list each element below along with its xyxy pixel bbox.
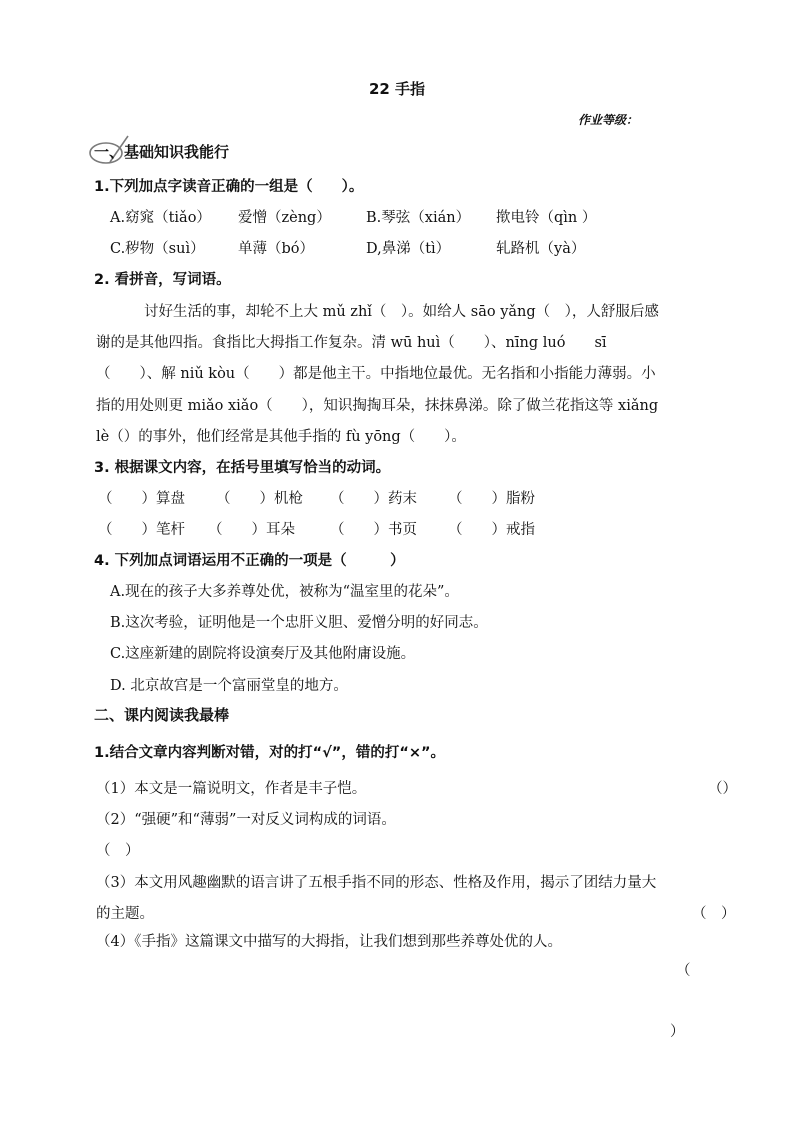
- q3-item: （ ）算盘: [98, 491, 185, 507]
- section-2-title: 二、课内阅读我最棒: [94, 706, 230, 724]
- s2-item-4-open: （: [676, 963, 691, 979]
- s2-item-3: （3）本文用风趣幽默的语言讲了五根手指不同的形态、性格及作用，揭示了团结力量大: [96, 875, 657, 891]
- q2-line: 谢的是其他四指。食指比大拇指工作复杂。清 wū huì（ ）、nīng luó sī: [96, 335, 607, 351]
- q2-line: （ ）、解 niǔ kòu（ ）都是他主干。中指地位最优。无名指和小指能力薄弱。小: [96, 366, 656, 382]
- q2-line: 讨好生活的事，却轮不上大 mǔ zhǐ（ ）。如给人 sāo yǎng（ ），人舒服后感: [144, 304, 659, 320]
- s2-item-1-answer: （）: [708, 781, 737, 797]
- q4-option-c: C.这座新建的剧院将设演奏厅及其他附庸设施。: [110, 646, 416, 662]
- s2-item-2-answer: （ ）: [96, 843, 140, 859]
- q1-option-b1: B.琴弦（xián）: [366, 210, 471, 226]
- s2-item-4: （4）《手指》这篇课文中描写的大拇指，让我们想到那些养尊处优的人。: [96, 934, 562, 950]
- s2-item-4-close: ）: [670, 1024, 685, 1040]
- q1-option-c1: C.秽物（suì）: [110, 241, 205, 257]
- q3-item: （ ）药末: [330, 491, 417, 507]
- q1-option-c2: 单薄（bó）: [238, 241, 315, 257]
- s2-item-1: （1）本文是一篇说明文，作者是丰子恺。: [96, 781, 367, 797]
- q4-stem: 4. 下列加点词语运用不正确的一项是（ ）: [94, 553, 405, 569]
- q1-option-b2: 揿电铃（qìn ）: [496, 210, 597, 226]
- q4-option-b: B.这次考验，证明他是一个忠肝义胆、爱憎分明的好同志。: [110, 615, 488, 631]
- q2-line: 指的用处则更 miǎo xiǎo（ ），知识掏掏耳朵，抹抹鼻涕。除了做兰花指这等 xiǎng: [96, 398, 659, 414]
- q3-item: （ ）脂粉: [448, 491, 535, 507]
- q3-item: （ ）笔杆: [98, 522, 185, 538]
- s2-item-3-answer: （ ）: [692, 906, 736, 922]
- q4-option-d: D. 北京故宫是一个富丽堂皇的地方。: [110, 678, 348, 694]
- q3-item: （ ）戒指: [448, 522, 535, 538]
- q1-option-a2: 爱憎（zèng）: [238, 210, 331, 226]
- s2-item-3-cont: 的主题。: [96, 906, 154, 922]
- section-1-title: 一、基础知识我能行: [94, 143, 230, 161]
- q3-item: （ ）书页: [330, 522, 417, 538]
- q2-line: lè（）的事外，他们经常是其他手指的 fù yōng（ ）。: [96, 429, 466, 445]
- q3-item: （ ）耳朵: [208, 522, 295, 538]
- q3-stem: 3. 根据课文内容，在括号里填写恰当的动词。: [94, 460, 391, 476]
- s2-q1-stem: 1.结合文章内容判断对错，对的打“√”，错的打“×”。: [94, 745, 446, 761]
- q4-option-a: A.现在的孩子大多养尊处优，被称为“温室里的花朵”。: [110, 584, 459, 600]
- grade-label: 作业等级：: [578, 113, 639, 127]
- page-title: 22 手指: [368, 80, 426, 98]
- q1-option-a1: A.窈窕（tiǎo）: [110, 210, 211, 226]
- q1-option-d1: D,鼻涕（tì）: [366, 241, 451, 257]
- q2-stem: 2. 看拼音，写词语。: [94, 272, 231, 288]
- q3-item: （ ）机枪: [216, 491, 303, 507]
- s2-item-2: （2）“强硬”和“薄弱”一对反义词构成的词语。: [96, 812, 396, 828]
- q1-option-d2: 轧路机（yà）: [496, 241, 586, 257]
- q1-stem: 1.下列加点字读音正确的一组是（ ）。: [94, 179, 364, 195]
